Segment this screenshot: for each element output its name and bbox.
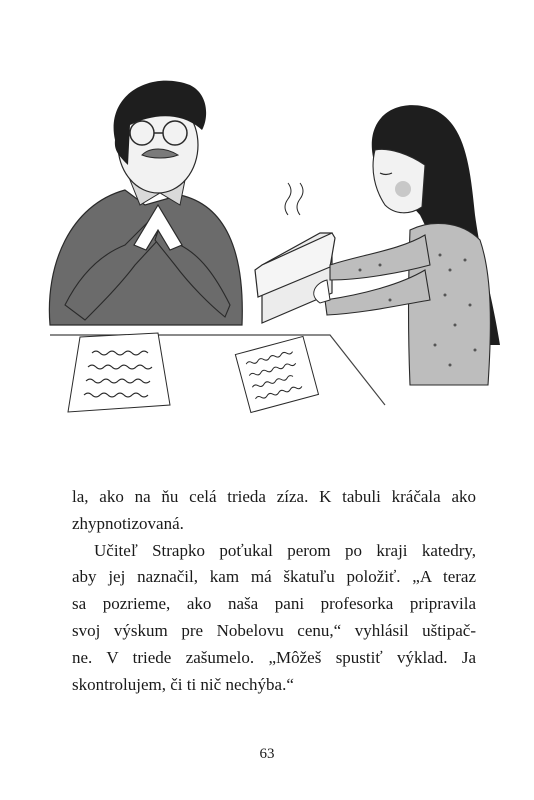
classroom-illustration [30,55,510,430]
teacher-figure [49,81,242,325]
paper-left [68,333,170,412]
text-line: skontrolujem, či ti nič nechýba.“ [72,674,294,694]
text-line: la, ako na ňu celá trieda zíza. K tabuli kráčala ako [72,487,476,506]
page-number: 63 [259,746,275,762]
paragraph-1 [72,484,476,538]
body-text [72,484,476,698]
text-line: svoj výskum pre Nobelovu cenu,“ vyhlásil uštipač- [72,620,476,640]
text-line: sa pozrieme, ako naša pani profesorka pripravila [72,594,476,614]
text-line: aby jej naznačil, kam má škatuľu položiť. „A teraz [72,567,476,587]
paragraph-2 [72,538,476,699]
text-line: zhypnotizovaná. [72,513,184,533]
girl-figure [314,105,500,385]
text-line: Učiteľ Strapko poťukal perom po kraji katedry, [94,540,476,560]
text-line: ne. V triede zašumelo. „Môžeš spustiť výklad. Ja [72,647,476,667]
paper-right [235,336,318,412]
